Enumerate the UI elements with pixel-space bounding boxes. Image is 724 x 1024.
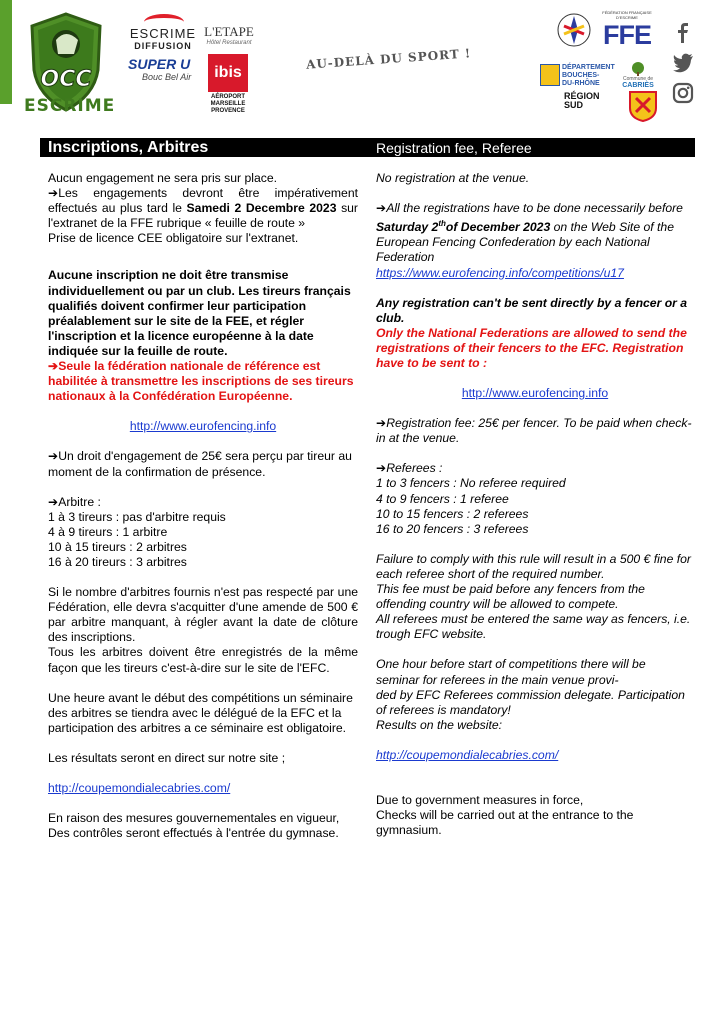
ffe-text: FFE <box>603 20 651 50</box>
twitter-icon[interactable] <box>672 52 694 74</box>
facebook-icon[interactable] <box>672 22 694 44</box>
list-item: 10 à 15 tireurs : 2 arbitres <box>48 539 187 554</box>
ibis-logo: ibis <box>208 54 248 92</box>
fr-arbitre-title: ➔Arbitre : <box>48 494 101 509</box>
region-sud-logo: RÉGION SUD <box>564 91 600 110</box>
slogan: AU-DELÀ DU SPORT ! <box>305 46 472 72</box>
cabries-shield-icon <box>628 90 658 122</box>
comite-regional-logo <box>556 8 592 52</box>
en-fine-2: This fee must be paid before any fencers from the offending country will be allowed to compete. <box>376 582 645 612</box>
fr-bold-notice: Aucune inscription ne doit être transmise individuellement ou par un club. Les tireurs français qualifiés doivent confirmer leur participation préalablement sur le site de la FEE, et régler l'inscription et la licence européenne à la date indiquée sur la feuille de route. <box>48 268 351 358</box>
fr-deadline-date: Samedi 2 Decembre 2023 <box>186 201 337 216</box>
en-efc-link[interactable]: http://www.eurofencing.info <box>461 386 609 401</box>
cabries-logo: Commune de CABRIÈS <box>612 62 664 90</box>
tree-icon <box>628 62 648 76</box>
fr-no-onsite: Aucun engagement ne sera pris sur place. <box>48 171 277 185</box>
arrow-icon: ➔ <box>376 416 387 431</box>
super-u-logo <box>128 56 198 88</box>
fr-efc-link[interactable]: http://www.eurofencing.info <box>129 419 277 434</box>
ffe-subtitle: FÉDÉRATION FRANÇAISE D'ESCRIME <box>602 10 652 20</box>
en-fine-3: All referees must be entered the same way as fencers, i.e. trough EFC website. <box>376 612 691 642</box>
en-deadline: ➔All the registrations have to be done necessarily before Saturday 2thof December 2023 on the Web Site of the European Fencing Confederation by each National Federation <box>376 201 683 265</box>
letape-text: L'ETAPE <box>204 24 254 39</box>
list-item: 4 à 9 tireurs : 1 arbitre <box>48 524 168 539</box>
bdr-badge-icon <box>540 64 560 86</box>
en-fee: ➔Registration fee: 25€ per fencer. To be paid when check-in at the venue. <box>376 416 692 446</box>
fr-enregistres: Tous les arbitres doivent être enregistrés de la même façon que les tireurs c'est-à-dire sur le site de l'EFC. <box>48 645 358 675</box>
en-no-onsite: No registration at the venue. <box>376 171 530 185</box>
arrow-icon: ➔ <box>48 186 59 201</box>
list-item: 16 à 20 tireurs : 3 arbitres <box>48 554 187 569</box>
en-deadline-date: Saturday 2thof December 2023 <box>376 219 551 235</box>
fr-seminaire: Une heure avant le début des compétitions un séminaire des arbitres se tiendra avec le délégué de la EFC et la participation des arbitres a ce séminaire est obligatoire. <box>48 690 353 735</box>
en-measures-2: Checks will be carried out at the entrance to the gymnasium. <box>376 808 634 838</box>
list-item: 1 to 3 fencers : No referee required <box>376 476 566 491</box>
fr-deadline: ➔Les engagements devront être impérativement effectués au plus tard le Samedi 2 Decembre 2023 sur l'extranet de la FFE rubrique « feuille de route » <box>48 186 358 231</box>
bouches-du-rhone-logo: DÉPARTEMENT BOUCHES- DU-RHÔNE <box>540 64 610 86</box>
en-red-notice: Only the National Federations are allowed to send the registrations of their fencers to the EFC. Registration have to be sent to : <box>376 325 687 370</box>
occ-logo-text: OCC <box>40 67 92 92</box>
list-item: 16 to 20 fencers : 3 referees <box>376 521 529 536</box>
fr-amende: Si le nombre d'arbitres fournis n'est pas respecté par une Fédération, elle devra s'acquitter d'une amende de 500 € par arbitre manquant, à régler avant la date de clôture des inscriptions. <box>48 585 358 645</box>
swoosh-icon <box>144 14 184 30</box>
club-name: ESCRIME <box>24 96 116 116</box>
ffe-logo <box>592 10 662 52</box>
en-bold-notice: Any registration can't be sent directly by a fencer or a club. <box>376 295 688 325</box>
en-results: Results on the website: <box>376 717 503 732</box>
fr-site-link[interactable]: http://coupemondialecabries.com/ <box>48 781 231 795</box>
fr-licence: Prise de licence CEE obligatoire sur l'extranet. <box>48 231 299 246</box>
side-accent-bar <box>0 0 12 104</box>
arrow-icon: ➔ <box>376 461 387 476</box>
en-fine-1: Failure to comply with this rule will result in a 500 € fine for each referee short of the required number. <box>376 551 691 581</box>
arrow-icon: ➔ <box>376 201 387 216</box>
diffusion-text: DIFFUSION <box>134 41 192 51</box>
escrime-text: ESCRIME <box>129 26 197 41</box>
super-u-text: SUPER U <box>128 56 191 72</box>
en-site-link[interactable]: http://coupemondialecabries.com/ <box>376 747 559 762</box>
en-seminar-1: One hour before start of competitions there will be <box>376 657 646 672</box>
en-u17-link[interactable]: https://www.eurofencing.info/competitions/u17 <box>376 265 624 280</box>
fr-fee: ➔Un droit d'engagement de 25€ sera perçu par tireur au moment de la confirmation de présence. <box>48 449 352 479</box>
fr-resultats: Les résultats seront en direct sur notre site ; <box>48 750 286 765</box>
ibis-location: AÉROPORT MARSEILLE PROVENCE <box>210 94 246 114</box>
letape-logo <box>204 10 254 50</box>
arrow-icon: ➔ <box>48 359 59 374</box>
en-seminar-2: seminar for referees in the main venue provi- <box>376 672 619 687</box>
en-seminar-3: ded by EFC Referees commission delegate. Participation of referees is mandatory! <box>376 687 685 717</box>
instagram-icon[interactable] <box>672 82 694 104</box>
bouc-bel-air-text: Bouc Bel Air <box>142 72 192 82</box>
list-item: 1 à 3 tireurs : pas d'arbitre requis <box>48 509 226 524</box>
escrime-diffusion-logo <box>128 12 198 52</box>
arrow-icon: ➔ <box>48 494 59 509</box>
fr-mesures: En raison des mesures gouvernementales en vigueur, Des contrôles seront effectués à l'entrée du gymnase. <box>48 811 340 841</box>
list-item: 4 to 9 fencers : 1 referee <box>376 491 509 506</box>
list-item: 10 to 15 fencers : 2 referees <box>376 506 529 521</box>
section-title-en: Registration fee, Referee <box>376 140 532 156</box>
arrow-icon: ➔ <box>48 449 59 464</box>
en-referee-title: ➔Referees : <box>376 461 443 476</box>
section-title-fr: Inscriptions, Arbitres <box>48 139 209 156</box>
english-column <box>376 171 694 838</box>
letape-sub-text: Hôtel Restaurant <box>206 40 252 46</box>
french-column <box>48 171 358 841</box>
fr-red-notice: ➔Seule la fédération nationale de référence est habilitée à transmettre les inscriptions de ses tireurs nationaux à la Confédération Européenne. <box>48 359 354 404</box>
en-measures-1: Due to government measures in force, <box>376 792 584 807</box>
